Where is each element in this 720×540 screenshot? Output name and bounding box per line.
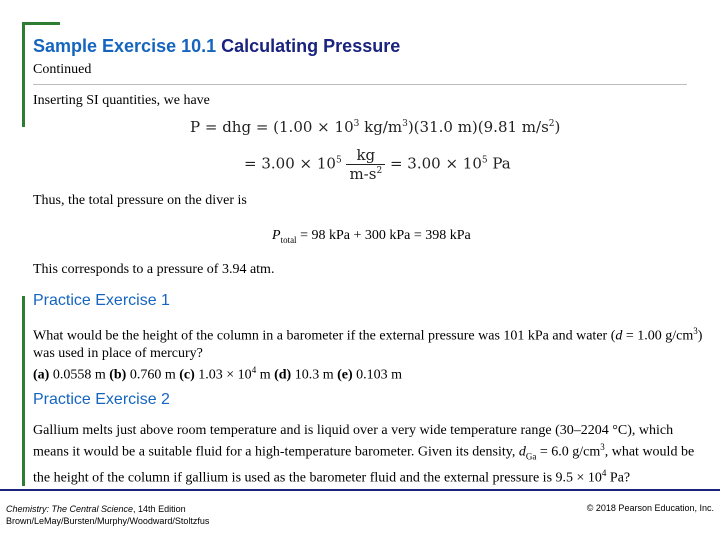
frame-accent-left bbox=[22, 296, 25, 396]
fraction: $\frac{kg}{m-s^2}$ bbox=[346, 146, 385, 183]
thus-text: Thus, the total pressure on the diver is bbox=[33, 193, 247, 208]
footer-divider bbox=[0, 489, 720, 491]
corresponds-text: This corresponds to a pressure of 3.94 atm. bbox=[33, 262, 275, 277]
equation-line-1: P = dhg = ($1.00 \times 10^3$ $kg/m^3)(31.0$ m)(9.81 $m/s^2$) bbox=[190, 118, 561, 136]
practice-2-question: Gallium melts just above room temperature and is liquid over a very wide temperature range (30–2204 °C), which means it would be a suitable fluid for a high-temperature barometer. Given its density, $d_{Ga} = 6.0$ $g/cm^3$, what would be the height of the column if gallium is used as the barometer fluid and the external pressure is $9.5 \times 10^4$ Pa? bbox=[33, 423, 695, 487]
continued-label: Continued bbox=[33, 62, 92, 77]
frame-accent-left bbox=[22, 22, 25, 127]
total-pressure-equation: $P_{total} = 98$ kPa + 300 kPa = 398 kPa bbox=[272, 228, 471, 245]
footer-citation: Chemistry: The Central Science, 14th Edition Brown/LeMay/Bursten/Murphy/Woodward/Stoltzfus bbox=[6, 504, 210, 526]
footer-copyright: © 2018 Pearson Education, Inc. bbox=[586, 503, 714, 513]
frame-accent-top bbox=[22, 22, 60, 25]
practice-1-question: What would be the height of the column in a barometer if the external pressure was 101 kPa and water (d = 1.00 $g/cm^3$) was used in place of mercury? (a) 0.0558 m (b) 0.760 m (c) $1.03 \times 10^4$ m (d) 10.3 m (e) 0.103 m bbox=[33, 326, 703, 383]
page-title bbox=[33, 36, 400, 57]
practice-1-heading: Practice Exercise 1 bbox=[33, 292, 170, 309]
practice-2-heading: Practice Exercise 2 bbox=[33, 391, 170, 408]
title-number: Sample Exercise 10.1 bbox=[33, 36, 217, 56]
divider bbox=[33, 84, 687, 85]
frame-accent-left bbox=[22, 396, 25, 486]
title-text: Calculating Pressure bbox=[221, 36, 401, 56]
solution-intro: Inserting SI quantities, we have bbox=[33, 93, 210, 108]
equation-line-2: = $3.00 \times 10^5$ $\frac{kg}{m-s^2}$ = $3.00 \times 10^5$ Pa bbox=[244, 146, 511, 183]
